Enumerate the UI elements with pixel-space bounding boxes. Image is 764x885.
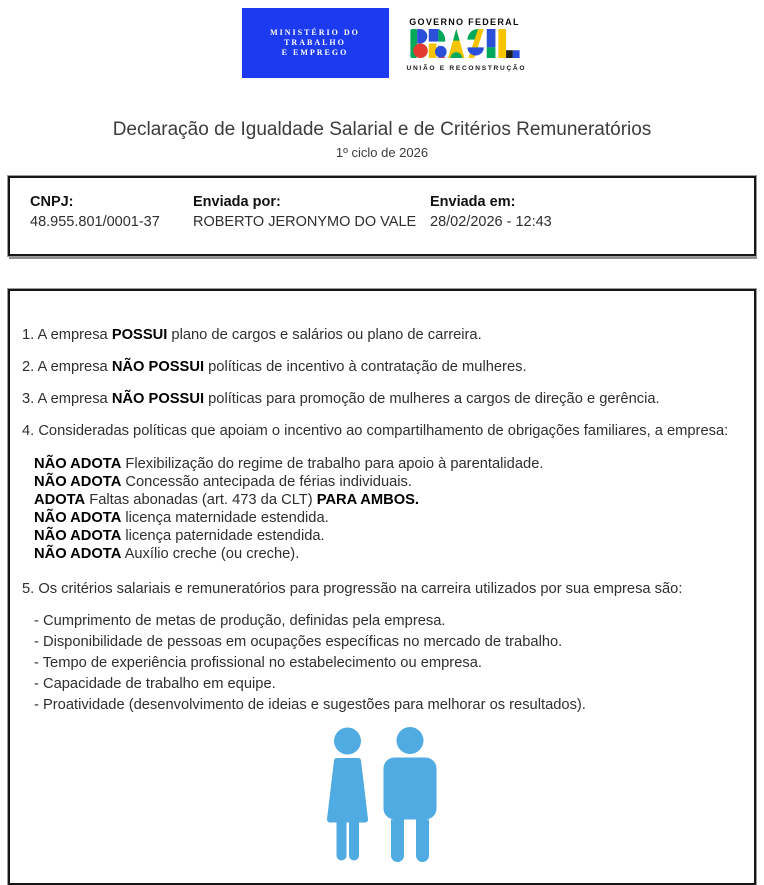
gender-equality-icon-row	[22, 727, 738, 867]
item-5-criteria-list	[34, 613, 738, 713]
policy-line: NÃO ADOTA licença maternidade estendida.	[34, 510, 329, 526]
page-header	[0, 0, 764, 78]
declaration-item-3: 3. A empresa NÃO POSSUI políticas para promoção de mulheres a cargos de direção e gerência.	[22, 391, 660, 407]
policy-line: ADOTA Faltas abonadas (art. 473 da CLT) PARA AMBOS.	[34, 492, 419, 508]
ministry-logo-line3: E EMPREGO	[281, 48, 349, 57]
woman-man-icon	[320, 727, 440, 862]
ministry-of-labor-logo	[242, 8, 389, 78]
cnpj-label: CNPJ:	[30, 194, 74, 210]
policy-line: NÃO ADOTA Concessão antecipada de férias individuais.	[34, 474, 412, 490]
sent-at-value: 28/02/2026 - 12:43	[430, 214, 552, 230]
ministry-logo-line2: TRABALHO	[284, 38, 346, 47]
page-subtitle: 1º ciclo de 2026	[335, 145, 429, 160]
criteria-line: - Capacidade de trabalho em equipe.	[34, 676, 276, 692]
sent-by-label: Enviada por:	[193, 194, 281, 210]
uniao-e-reconstrucao-label: UNIÃO E RECONSTRUÇÃO	[406, 65, 527, 72]
brasil-wordmark-icon	[407, 29, 523, 63]
policy-line: NÃO ADOTA Flexibilização do regime de trabalho para apoio à parentalidade.	[34, 456, 544, 472]
policy-line: NÃO ADOTA Auxílio creche (ou creche).	[34, 546, 300, 562]
declaration-panel	[8, 289, 756, 885]
sent-by-field	[193, 195, 430, 230]
ministry-logo-text	[270, 28, 360, 58]
ministry-logo-line1: MINISTÉRIO DO	[270, 28, 360, 37]
declaration-item-1: 1. A empresa POSSUI plano de cargos e salários ou plano de carreira.	[22, 327, 482, 343]
policy-line: NÃO ADOTA licença paternidade estendida.	[34, 528, 325, 544]
sent-at-label: Enviada em:	[430, 194, 516, 210]
declaration-item-4: 4. Consideradas políticas que apoiam o incentivo ao compartilhamento de obrigações familiares, a empresa:	[22, 423, 729, 439]
sent-by-value: ROBERTO JERONYMO DO VALE	[193, 214, 417, 230]
criteria-line: - Cumprimento de metas de produção, definidas pela empresa.	[34, 613, 446, 629]
page-title: Declaração de Igualdade Salarial e de Critérios Remuneratórios	[112, 119, 652, 140]
criteria-line: - Proatividade (desenvolvimento de ideias e sugestões para melhorar os resultados).	[34, 697, 586, 713]
cnpj-field	[30, 195, 193, 230]
title-block	[0, 118, 764, 160]
governo-federal-label: GOVERNO FEDERAL	[409, 17, 520, 27]
governo-federal-brasil-logo	[406, 8, 527, 72]
cnpj-value: 48.955.801/0001-37	[30, 214, 160, 230]
item-4-policies-list	[34, 455, 738, 563]
declaration-item-5: 5. Os critérios salariais e remuneratórios para progressão na carreira utilizados por sua empresa são:	[22, 581, 683, 597]
declaration-item-2: 2. A empresa NÃO POSSUI políticas de incentivo à contratação de mulheres.	[22, 359, 527, 375]
criteria-line: - Disponibilidade de pessoas em ocupações específicas no mercado de trabalho.	[34, 634, 563, 650]
submission-info-panel	[8, 176, 756, 256]
criteria-line: - Tempo de experiência profissional no estabelecimento ou empresa.	[34, 655, 482, 671]
sent-at-field	[430, 195, 734, 230]
